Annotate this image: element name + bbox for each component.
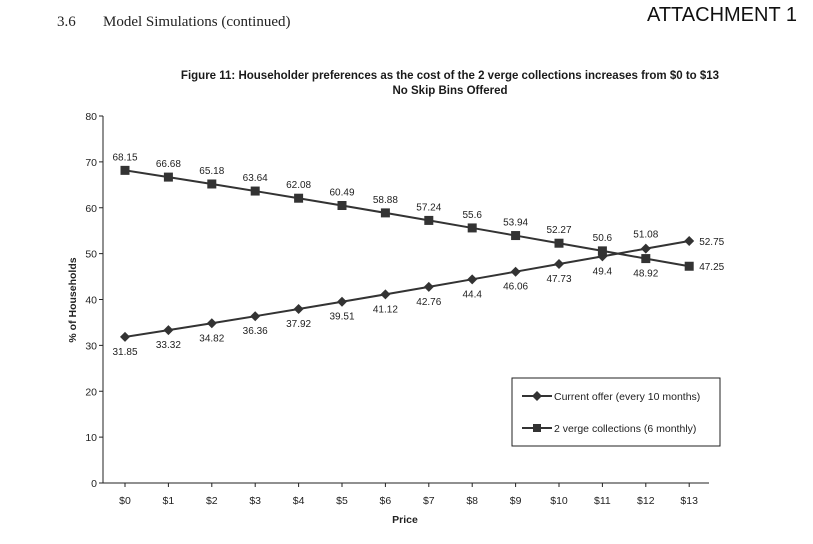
attachment-label: ATTACHMENT 1 xyxy=(646,4,797,26)
data-label: 60.49 xyxy=(329,187,355,199)
data-label: 37.92 xyxy=(286,319,312,331)
data-point xyxy=(251,187,260,196)
data-point xyxy=(598,246,607,255)
y-tick-label: 30 xyxy=(85,340,97,353)
data-point xyxy=(467,274,477,284)
x-tick-label: $2 xyxy=(205,495,218,507)
data-point xyxy=(424,282,434,292)
data-point xyxy=(294,194,303,203)
x-axis-title: Price xyxy=(392,514,418,526)
data-label: 41.12 xyxy=(372,304,398,316)
data-label: 57.24 xyxy=(416,202,442,214)
data-label: 52.75 xyxy=(699,237,725,249)
data-point xyxy=(294,304,304,314)
data-point xyxy=(380,289,390,299)
data-point xyxy=(511,267,521,277)
data-label: 33.32 xyxy=(155,340,181,352)
series-verge-collections xyxy=(112,152,724,279)
data-label: 46.06 xyxy=(503,281,529,293)
data-point xyxy=(250,311,260,321)
x-tick-label: $1 xyxy=(162,495,175,507)
data-point xyxy=(684,236,694,246)
legend xyxy=(512,378,720,446)
data-label: 42.76 xyxy=(416,296,442,308)
data-point xyxy=(555,239,564,248)
legend-marker-verge xyxy=(533,424,541,432)
data-label: 66.68 xyxy=(155,159,181,171)
data-point xyxy=(685,262,694,271)
data-label: 65.18 xyxy=(199,165,225,177)
data-label: 62.08 xyxy=(286,180,312,192)
x-tick-label: $0 xyxy=(119,495,131,507)
data-point xyxy=(338,201,347,210)
section-title: Model Simulations (continued) xyxy=(103,14,291,30)
data-label: 47.25 xyxy=(699,262,725,274)
data-label: 51.08 xyxy=(633,229,659,241)
x-tick-label: $11 xyxy=(594,495,611,507)
section-number: 3.6 xyxy=(57,14,76,30)
data-point xyxy=(511,231,520,240)
x-tick-label: $4 xyxy=(292,495,305,507)
data-label: 31.85 xyxy=(112,346,138,358)
x-tick-label: $10 xyxy=(550,495,568,507)
data-point xyxy=(641,254,650,263)
data-label: 49.4 xyxy=(592,266,613,278)
legend-label-current: Current offer (every 10 months) xyxy=(554,391,701,403)
data-point xyxy=(554,259,564,269)
x-tick-label: $5 xyxy=(336,495,348,507)
y-tick-label: 50 xyxy=(85,248,97,261)
data-label: 39.51 xyxy=(329,311,355,323)
data-label: 53.94 xyxy=(503,217,529,229)
data-label: 44.4 xyxy=(462,289,482,301)
y-tick-label: 10 xyxy=(85,432,97,445)
legend-box xyxy=(512,378,720,446)
data-label: 47.73 xyxy=(546,274,572,286)
y-tick-label: 70 xyxy=(85,156,97,169)
data-label: 58.88 xyxy=(372,194,398,206)
chart-subtitle: No Skip Bins Offered xyxy=(392,85,508,97)
x-tick-label: $12 xyxy=(637,495,655,507)
series-current-offer xyxy=(112,230,724,358)
data-point xyxy=(163,325,173,335)
data-point xyxy=(120,332,130,342)
data-label: 34.82 xyxy=(199,333,225,345)
data-point xyxy=(121,166,130,175)
data-point xyxy=(381,208,390,217)
data-point xyxy=(641,244,651,254)
data-label: 68.15 xyxy=(112,152,138,164)
y-tick-label: 80 xyxy=(85,111,97,123)
y-axis-title: % of Households xyxy=(67,257,79,343)
x-tick-label: $3 xyxy=(249,495,262,507)
y-tick-label: 40 xyxy=(85,294,97,307)
x-tick-label: $7 xyxy=(422,495,435,507)
x-tick-label: $13 xyxy=(680,495,698,507)
data-label: 63.64 xyxy=(242,173,268,185)
y-tick-label: 60 xyxy=(85,202,97,215)
x-tick-label: $6 xyxy=(379,495,392,507)
data-label: 36.36 xyxy=(242,326,268,338)
data-label: 55.6 xyxy=(462,209,482,221)
data-point xyxy=(424,216,433,225)
data-point xyxy=(207,318,217,328)
x-tick-label: $8 xyxy=(466,495,479,507)
data-point xyxy=(207,179,216,188)
x-tick-label: $9 xyxy=(509,495,522,507)
chart-title: Figure 11: Householder preferences as the cost of the 2 verge collections increases from $0 to $13 xyxy=(180,70,720,82)
y-tick-label: 0 xyxy=(91,478,97,490)
data-label: 48.92 xyxy=(633,268,659,280)
data-point xyxy=(164,173,173,182)
series-layer xyxy=(112,152,724,358)
data-point xyxy=(468,223,477,232)
data-label: 52.27 xyxy=(546,225,572,237)
legend-label-verge: 2 verge collections (6 monthly) xyxy=(554,423,697,435)
data-point xyxy=(337,297,347,307)
y-tick-label: 20 xyxy=(85,386,97,399)
data-label: 50.6 xyxy=(592,232,613,244)
